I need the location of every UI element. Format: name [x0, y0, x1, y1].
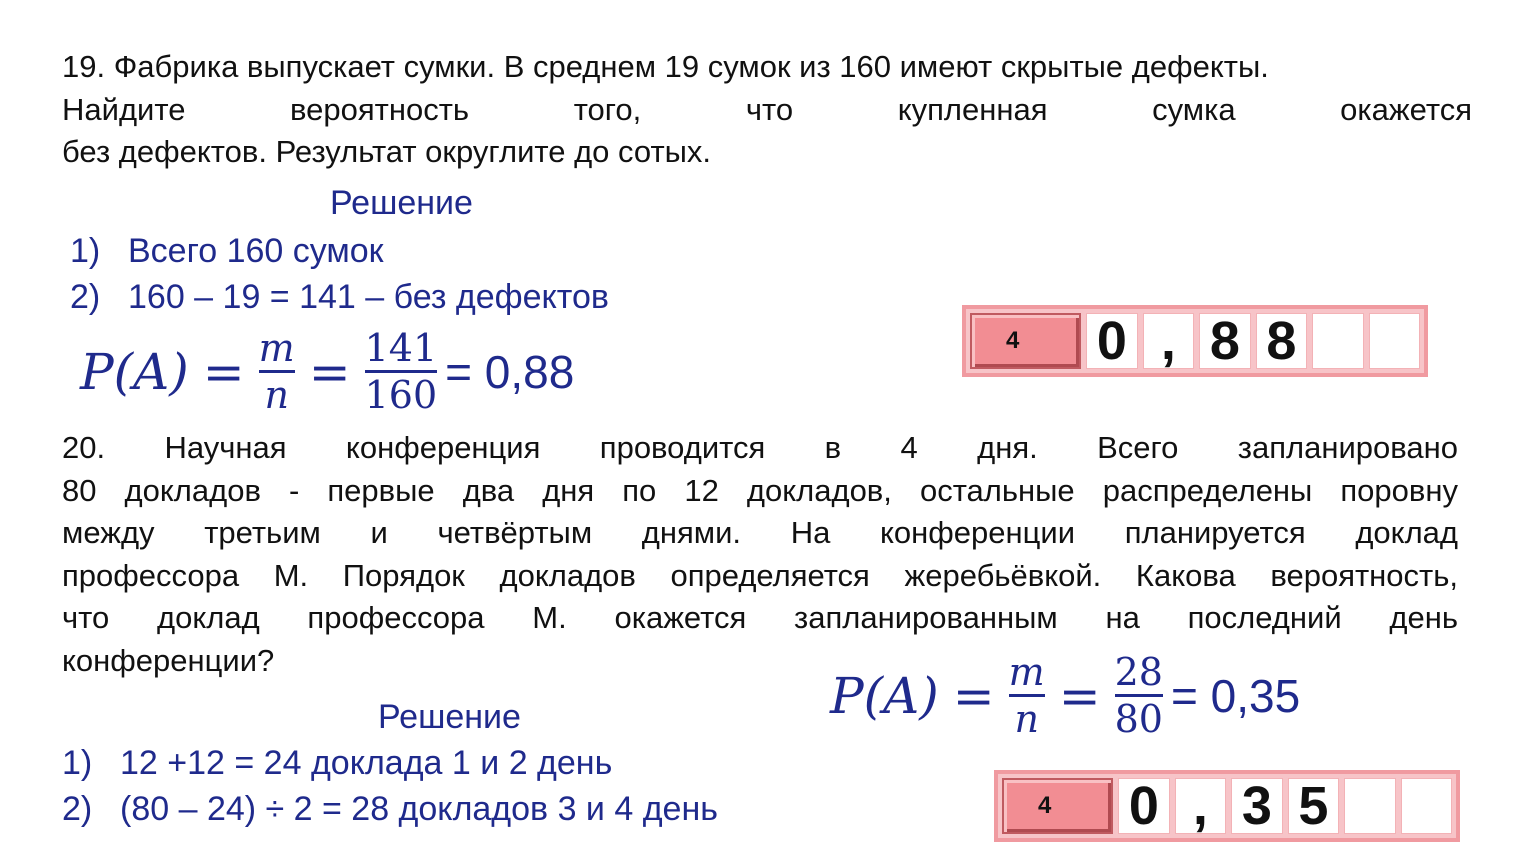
step-text: (80 – 24) ÷ 2 = 28 докладов 3 и 4 день [120, 790, 718, 828]
step-text: 12 +12 = 24 доклада 1 и 2 день [120, 744, 613, 782]
problem-20-formula [830, 650, 1300, 741]
answer-cell[interactable]: 8 [1256, 313, 1307, 369]
problem-20-line-6: конференции? [62, 642, 275, 678]
step-text: 160 – 19 = 141 – без дефектов [128, 278, 609, 316]
fraction-denominator: 160 [364, 373, 438, 417]
answer-cell[interactable]: , [1143, 313, 1194, 369]
problem-20-step-1 [62, 744, 612, 783]
problem-19-step-2 [70, 278, 609, 317]
problem-19-line-2: Найдите вероятность того, что купленная сумка окажется [62, 91, 1472, 127]
formula-equals: = [1058, 666, 1101, 725]
problem-20-line-5: что доклад профессора М. окажется запланированным на последний день [62, 600, 1458, 635]
problem-20-line-3: между третьим и четвёртым днями. На конференции планируется доклад [62, 515, 1458, 550]
problem-19-answer-box [962, 305, 1428, 377]
formula-result: = 0,88 [445, 345, 575, 398]
problem-19-line-3: без дефектов. Результат округлите до сотых. [62, 134, 712, 169]
problem-20-text [62, 427, 1458, 682]
step-number: 1) [70, 232, 101, 270]
fraction-denominator: n [1014, 697, 1039, 741]
answer-cell[interactable] [1369, 313, 1420, 369]
problem-19-line-1: 19. Фабрика выпускает сумки. В среднем 19 сумок из 160 имеют скрытые дефекты. [62, 49, 1269, 84]
formula-equals: = [952, 666, 995, 725]
problem-19-solution-title: Решение [330, 184, 473, 222]
answer-cell[interactable]: 8 [1199, 313, 1250, 369]
answer-cell[interactable] [1401, 778, 1452, 834]
formula-lhs: P(A) [80, 342, 189, 401]
answer-cell[interactable] [1344, 778, 1395, 834]
answer-cell[interactable]: 5 [1288, 778, 1339, 834]
formula-equals: = [308, 342, 351, 401]
problem-19-text [62, 46, 1472, 174]
fraction-values [365, 326, 438, 417]
answer-cell[interactable]: 3 [1231, 778, 1282, 834]
fraction-numerator: m [1008, 650, 1045, 694]
problem-20-line-2: 80 докладов - первые два дня по 12 докладов, остальные распределены поровну [62, 472, 1458, 508]
answer-cell[interactable]: , [1175, 778, 1226, 834]
fraction-values [1115, 650, 1163, 741]
step-text: Всего 160 сумок [128, 232, 384, 270]
fraction-numerator: m [258, 326, 295, 370]
step-number: 1) [62, 744, 93, 782]
formula-result: = 0,35 [1170, 669, 1301, 722]
answer-cell[interactable] [1312, 313, 1363, 369]
problem-19-step-1 [70, 232, 384, 271]
step-number: 2) [70, 278, 101, 316]
problem-20-answer-box [994, 770, 1460, 842]
problem-19-formula [80, 326, 574, 417]
fraction-denominator: n [264, 373, 289, 417]
formula-lhs: P(A) [830, 666, 939, 725]
problem-20-solution-title: Решение [378, 698, 521, 736]
fraction-m-n [259, 326, 295, 417]
answer-cell[interactable]: 0 [1118, 778, 1169, 834]
fraction-m-n [1009, 650, 1045, 741]
step-number: 2) [62, 790, 93, 828]
fraction-numerator: 141 [364, 326, 438, 370]
problem-20-line-1: 20. Научная конференция проводится в 4 дня. Всего запланировано [62, 430, 1458, 465]
fraction-numerator: 28 [1114, 650, 1163, 694]
problem-20-step-2 [62, 790, 718, 829]
fraction-denominator: 80 [1114, 697, 1163, 741]
task-number-cell: 4 [1002, 778, 1113, 834]
problem-20-line-4: профессора М. Порядок докладов определяется жеребьёвкой. Какова вероятность, [62, 557, 1458, 593]
answer-cell[interactable]: 0 [1086, 313, 1137, 369]
formula-equals: = [202, 342, 245, 401]
task-number-cell: 4 [970, 313, 1081, 369]
